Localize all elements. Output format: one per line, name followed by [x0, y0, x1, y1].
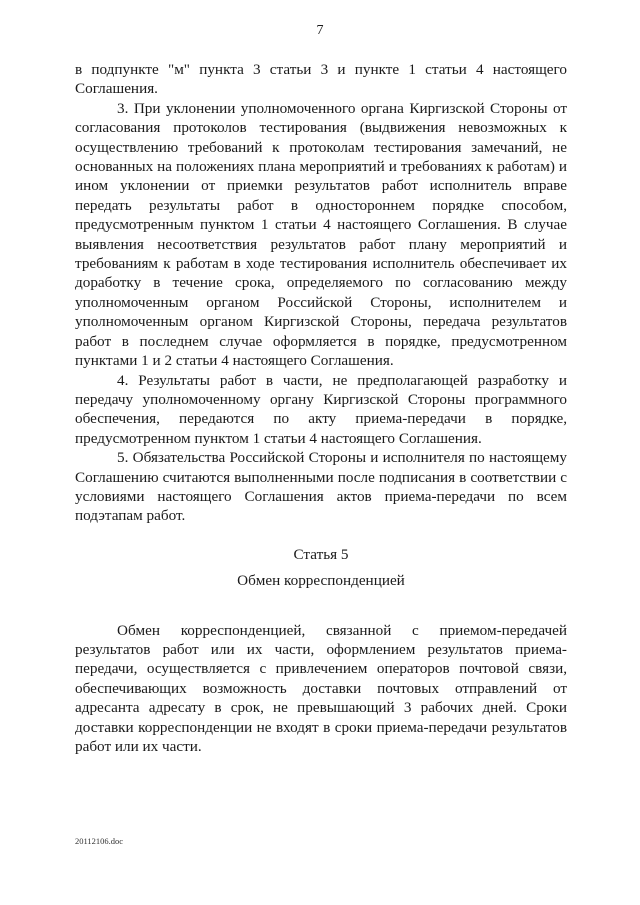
article-number: Статья 5	[293, 545, 349, 563]
paragraph-continuation: в подпункте "м" пункта 3 статьи 3 и пункте 1 статьи 4 настоящего Соглашения.	[75, 61, 567, 98]
article-title: Обмен корреспонденцией	[237, 572, 405, 590]
article-paragraph: Обмен корреспонденцией, связанной с приемом-передачей результатов работ или их части, оформлением результатов приема-передачи, осуществляется с привлечением операторов почтовой связи, обеспечивающих возможность доставки почтовых отправлений от адресанта адресату в срок, не превышающий 3 рабочих дней. Сроки доставки корреспонденции не входят в сроки приема-передачи результатов работ или их части.	[75, 621, 567, 755]
document-file-reference: 20112106.doc	[75, 836, 124, 846]
paragraph-item-5: 5. Обязательства Российской Стороны и исполнителя по настоящему Соглашению считаются выполненными после подписания в соответствии с условиями настоящего Соглашения актов приема-передачи по всем подэтапам работ.	[75, 449, 567, 525]
page-number: 7	[316, 23, 324, 38]
paragraph-item-4: 4. Результаты работ в части, не предполагающей разработку и передачу уполномоченному органу Киргизской Стороны программного обеспечения, передаются по акту приема-передачи в порядке, предусмотренном пунктом 1 статьи 4 настоящего Соглашения.	[75, 371, 567, 447]
paragraph-item-3: 3. При уклонении уполномоченного органа Киргизской Стороны от согласования протоколов тестирования (выдвижения невозможных к осуществлению требований к протоколам тестирования замечаний, не основанных на положениях плана мероприятий и требованиях к работам) и ином уклонении от приемки результатов работ исполнитель вправе передать результаты работ в одностороннем порядке способом, предусмотренным пунктом 1 статьи 4 настоящего Соглашения. В случае выявления несоответствия результатов работ плану мероприятий и требованиям к работам в ходе тестирования исполнитель обеспечивает их доработку в течение срока, определяемого по согласованию между уполномоченным органом Российской Стороны, исполнителем и уполномоченным органом Киргизской Стороны, передача результатов работ в последнем случае оформляется в порядке, предусмотренном пунктами 1 и 2 статьи 4 настоящего Соглашения.	[75, 99, 567, 370]
document-body	[75, 60, 567, 756]
